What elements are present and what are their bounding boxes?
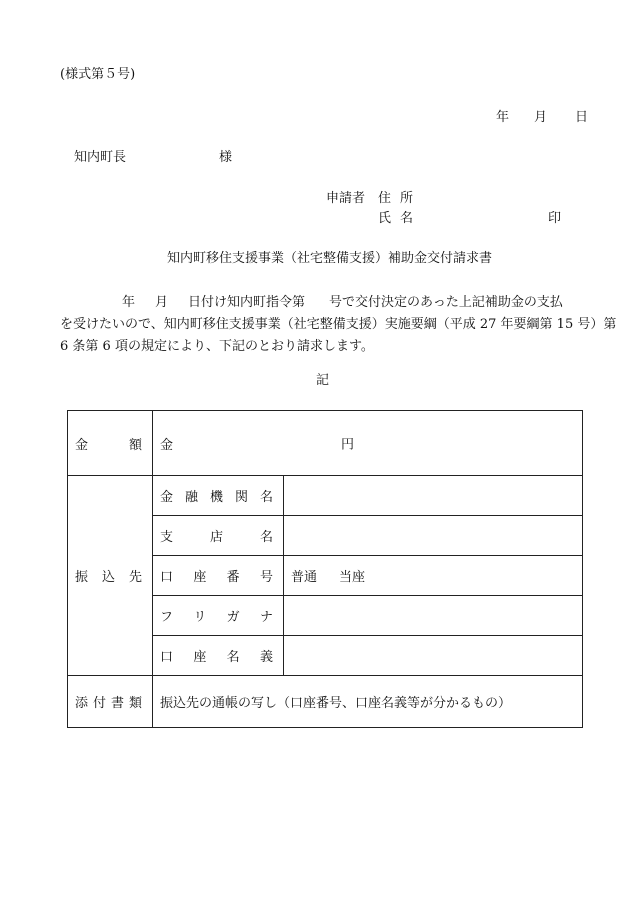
account-holder-label-cell <box>153 636 284 676</box>
transfer-label-cell <box>68 476 153 676</box>
attachment-label: 添 付 書 類 <box>75 696 142 711</box>
body-day-text: 日付け知内町指令第 <box>188 295 306 310</box>
institution-label: 金 融 機 関 名 <box>160 490 273 505</box>
account-number-label-cell <box>153 556 284 596</box>
institution-input-cell[interactable] <box>284 476 583 516</box>
address-label: 住所 <box>378 191 423 206</box>
account-holder-label: 口 座 名 義 <box>160 650 273 665</box>
furigana-label-cell <box>153 596 284 636</box>
account-number-label: 口 座 番 号 <box>160 570 273 585</box>
request-body-text <box>60 292 617 358</box>
document-title: 知内町移住支援事業（社宅整備支援）補助金交付請求書 <box>167 251 493 266</box>
request-table <box>67 410 583 728</box>
seal-mark: 印 <box>548 211 562 226</box>
body-year: 年 <box>122 295 136 310</box>
account-number-input-cell[interactable] <box>284 556 583 596</box>
addressee-name: 知内町長 <box>74 150 127 165</box>
amount-unit: 円 <box>341 437 355 453</box>
name-label: 氏名 <box>378 211 423 226</box>
applicant-label: 申請者 <box>326 191 366 206</box>
body-rest-text: 号で交付決定のあった上記補助金の支払 <box>329 295 563 310</box>
body-line-2: を受けたいので、知内町移住支援事業（社宅整備支援）実施要綱（平成 27 年要綱第 15 号）第 <box>60 317 617 332</box>
attachment-value-cell: 振込先の通帳の写し（口座番号、口座名義等が分かるもの） <box>153 676 583 728</box>
attachment-label-cell <box>68 676 153 728</box>
account-type-current[interactable]: 当座 <box>339 570 366 585</box>
account-holder-input-cell[interactable] <box>284 636 583 676</box>
date-day-label: 日 <box>575 110 589 125</box>
account-type-ordinary[interactable]: 普通 <box>291 570 318 585</box>
ki-heading: 記 <box>316 373 330 388</box>
body-month: 月 <box>155 295 169 310</box>
furigana-input-cell[interactable] <box>284 596 583 636</box>
transfer-label: 振 込 先 <box>75 570 142 585</box>
institution-label-cell <box>153 476 284 516</box>
branch-label-cell <box>153 516 284 556</box>
body-line-1 <box>60 292 590 314</box>
date-year-label: 年 <box>496 110 510 125</box>
bank-row-institution <box>68 476 583 516</box>
addressee-honorific: 様 <box>219 150 233 165</box>
branch-input-cell[interactable] <box>284 516 583 556</box>
attachment-row <box>68 676 583 728</box>
body-line-3: 6 条第 6 項の規定により、下記のとおり請求します。 <box>60 339 374 354</box>
amount-input-cell[interactable] <box>153 411 583 476</box>
furigana-label: フ リ ガ ナ <box>160 610 273 625</box>
amount-prefix: 金 <box>160 437 174 453</box>
date-month-label: 月 <box>534 110 548 125</box>
branch-label: 支 店 名 <box>160 530 273 545</box>
form-number: (様式第５号) <box>60 67 136 82</box>
amount-row <box>68 411 583 476</box>
amount-label: 金 額 <box>75 437 142 453</box>
date-line <box>0 111 588 125</box>
amount-label-cell <box>68 411 153 476</box>
